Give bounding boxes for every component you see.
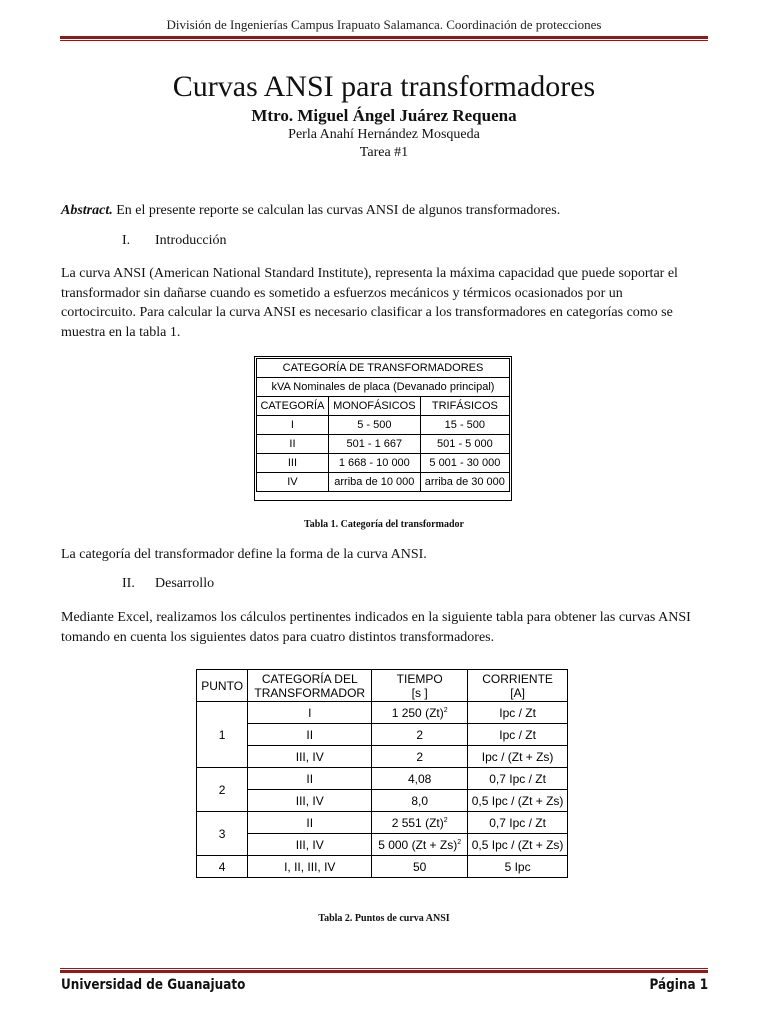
table1-cell: 5 001 - 30 000 [420, 454, 509, 473]
category-cell: II [248, 812, 372, 834]
point-cell: 4 [197, 856, 248, 878]
table1-header: TRIFÁSICOS [420, 397, 509, 416]
category-cell: I [248, 702, 372, 724]
category-cell: I, II, III, IV [248, 856, 372, 878]
table-row [197, 834, 568, 856]
current-cell: Ipc / Zt [468, 702, 568, 724]
abstract-text: En el presente reporte se calculan las curvas ANSI de algunos transformadores. [112, 203, 561, 218]
table-row [257, 416, 510, 435]
point-cell: 3 [197, 812, 248, 856]
table1-cell: 15 - 500 [420, 416, 509, 435]
table1-cell: arriba de 30 000 [420, 473, 509, 492]
table-row [197, 768, 568, 790]
footer-rule [60, 968, 708, 973]
category-table [256, 358, 510, 492]
desarrollo-paragraph: Mediante Excel, realizamos los cálculos pertinentes indicados en la siguiente tabla para obtener las curvas ANSI tomando en cuenta los siguientes datos para cuatro distintos transformadores. [61, 610, 691, 645]
section-title: Desarrollo [155, 576, 215, 591]
table1-cell: 501 - 1 667 [328, 435, 420, 454]
task-label: Tarea #1 [359, 145, 409, 160]
table1-cell: I [257, 416, 329, 435]
table-row [197, 856, 568, 878]
category-note-paragraph: La categoría del transformador define la forma de la curva ANSI. [61, 547, 427, 562]
table2-header-current [468, 670, 568, 702]
current-cell: 0,5 Ipc / (Zt + Zs) [468, 834, 568, 856]
exponent: 2 [443, 816, 448, 824]
header-line: CATEGORÍA DEL [261, 671, 358, 686]
category-cell: II [248, 768, 372, 790]
time-value: 1 250 (Zt) [391, 705, 444, 720]
time-cell [372, 834, 468, 856]
abstract-label: Abstract. [61, 203, 113, 218]
table1-cell: IV [257, 473, 329, 492]
table1-header: MONOFÁSICOS [328, 397, 420, 416]
header-rule [60, 36, 708, 41]
table1-cell: II [257, 435, 329, 454]
time-value: 2 551 (Zt) [391, 815, 444, 830]
table-row [197, 790, 568, 812]
time-cell [372, 702, 468, 724]
header-line: TRANSFORMADOR [254, 685, 366, 700]
time-cell: 2 [372, 746, 468, 768]
header-line: CORRIENTE [482, 671, 553, 686]
footer-university: Universidad de Guanajuato [61, 977, 246, 993]
table-row [257, 454, 510, 473]
table1-cell: 5 - 500 [328, 416, 420, 435]
intro-paragraph: La curva ANSI (American National Standard Institute), representa la máxima capacidad que puede soportar el transformador sin dañarse cuando es sometido a esfuerzos mecánicos y térmicos ocasionados por un cortocircuito. Para calcular la curva ANSI es necesario clasificar a los transformadores en categorías como se muestra en la tabla 1. [61, 266, 678, 340]
table1-cell: 1 668 - 10 000 [328, 454, 420, 473]
table2-header-category [248, 670, 372, 702]
student-name: Perla Anahí Hernández Mosqueda [288, 127, 480, 142]
exponent: 2 [443, 706, 448, 714]
time-cell: 2 [372, 724, 468, 746]
abstract-paragraph [61, 201, 701, 221]
point-cell: 2 [197, 768, 248, 812]
category-cell: III, IV [248, 834, 372, 856]
category-cell: III, IV [248, 790, 372, 812]
section-heading-introduccion [122, 233, 227, 249]
table1-subtitle: kVA Nominales de placa (Devanado principal) [257, 378, 510, 397]
point-cell: 1 [197, 702, 248, 768]
current-cell: 0,7 Ipc / Zt [468, 768, 568, 790]
category-cell: II [248, 724, 372, 746]
document-title: Curvas ANSI para transformadores [172, 70, 596, 103]
section-number: II. [122, 576, 135, 591]
table1-cell: arriba de 10 000 [328, 473, 420, 492]
time-cell: 8,0 [372, 790, 468, 812]
table2-header-time [372, 670, 468, 702]
time-cell: 4,08 [372, 768, 468, 790]
table-row [197, 724, 568, 746]
author-name: Mtro. Miguel Ángel Juárez Requena [251, 106, 517, 125]
section-heading-desarrollo [122, 576, 214, 592]
current-cell: 0,7 Ipc / Zt [468, 812, 568, 834]
table2-caption: Tabla 2. Puntos de curva ANSI [318, 913, 450, 924]
table-row [257, 473, 510, 492]
table1-cell: 501 - 5 000 [420, 435, 509, 454]
exponent: 2 [457, 838, 462, 846]
running-header: División de Ingenierías Campus Irapuato Salamanca. Coordinación de protecciones [166, 17, 602, 32]
table2-header: PUNTO [197, 670, 248, 702]
footer-page-number: Página 1 [649, 977, 708, 993]
table1-cell: III [257, 454, 329, 473]
time-cell [372, 812, 468, 834]
table-row [197, 746, 568, 768]
time-value: 5 000 (Zt + Zs) [378, 837, 458, 852]
section-title: Introducción [155, 233, 227, 248]
header-line: [s ] [411, 685, 428, 700]
table-row [197, 812, 568, 834]
time-cell: 50 [372, 856, 468, 878]
table1-title: CATEGORÍA DE TRANSFORMADORES [257, 359, 510, 378]
current-cell: Ipc / (Zt + Zs) [468, 746, 568, 768]
ansi-points-table [196, 669, 568, 878]
section-number: I. [122, 233, 131, 248]
current-cell: 0,5 Ipc / (Zt + Zs) [468, 790, 568, 812]
current-cell: Ipc / Zt [468, 724, 568, 746]
table1-header: CATEGORÍA [257, 397, 329, 416]
table-row [197, 702, 568, 724]
header-line: TIEMPO [396, 671, 443, 686]
table1-caption: Tabla 1. Categoría del transformador [304, 519, 464, 530]
category-cell: III, IV [248, 746, 372, 768]
table-row [257, 435, 510, 454]
current-cell: 5 Ipc [468, 856, 568, 878]
header-line: [A] [510, 685, 525, 700]
